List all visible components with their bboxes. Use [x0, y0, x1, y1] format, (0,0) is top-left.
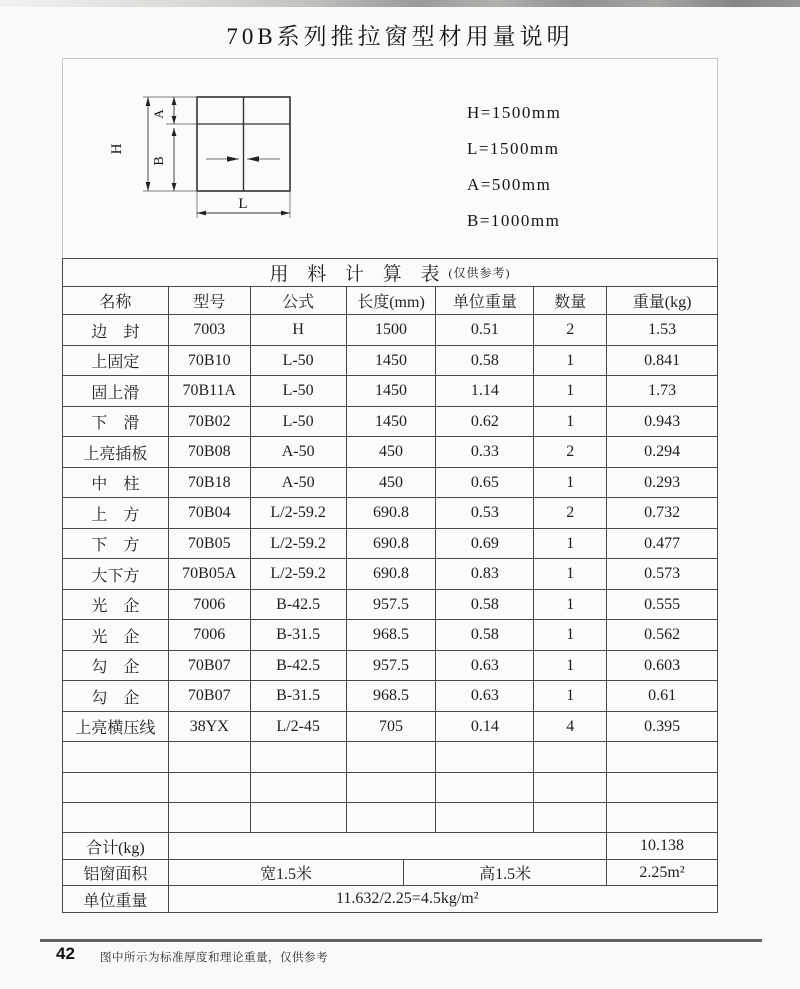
cell-quantity: 2: [533, 437, 606, 467]
cell-model: 70B07: [168, 651, 250, 681]
cell-weight: [606, 773, 717, 802]
cell-quantity: 1: [533, 376, 606, 406]
cell-unit-weight: [435, 803, 533, 832]
cell-model: 70B10: [168, 346, 250, 376]
cell-model: 7006: [168, 620, 250, 650]
cell-unit-weight: [435, 773, 533, 802]
table-title: [63, 259, 717, 286]
cell-model: 7003: [168, 315, 250, 345]
cell-name: 上固定: [91, 354, 140, 372]
cell-formula: A-50: [250, 437, 346, 467]
cell-model: 70B08: [168, 437, 250, 467]
table-row: [63, 558, 717, 589]
cell-formula: H: [250, 315, 346, 345]
cell-name: 下 滑: [91, 415, 140, 433]
cell-weight: 0.294: [606, 437, 717, 467]
cell-weight: 0.562: [606, 620, 717, 650]
cell-name: 勾 企: [91, 659, 140, 677]
cell-length: 957.5: [346, 651, 436, 681]
table-row: [63, 589, 717, 620]
dim-label-b: B: [152, 156, 167, 166]
cell-formula: L/2-59.2: [250, 498, 346, 528]
cell-quantity: 4: [533, 712, 606, 742]
cell-length: 1450: [346, 407, 436, 437]
scan-noise-band: [0, 0, 800, 7]
cell-length: 1500: [346, 315, 436, 345]
cell-formula: B-42.5: [250, 590, 346, 620]
cell-quantity: [533, 773, 606, 802]
unit-weight-value: 11.632/2.25=4.5kg/m²: [168, 886, 717, 912]
cell-weight: 0.573: [606, 559, 717, 589]
col-header-unit-weight: 单位重量: [435, 287, 533, 314]
area-value: 2.25m²: [606, 860, 717, 886]
table-row: [63, 497, 717, 528]
cell-unit-weight: 0.63: [435, 651, 533, 681]
cell-length: 690.8: [346, 559, 436, 589]
cell-name: 光 企: [91, 598, 140, 616]
cell-length: 705: [346, 712, 436, 742]
cell-name: 上 方: [91, 506, 140, 524]
dim-label-h: H: [109, 143, 125, 155]
cell-unit-weight: 0.69: [435, 529, 533, 559]
cell-unit-weight: 0.58: [435, 346, 533, 376]
table-row: [63, 619, 717, 650]
cell-formula: B-31.5: [250, 681, 346, 711]
cell-name: [63, 742, 168, 771]
cell-quantity: 1: [533, 681, 606, 711]
dim-line-b: [172, 128, 177, 191]
cell-model: 70B04: [168, 498, 250, 528]
cell-weight: [606, 803, 717, 832]
cell-name: 固上滑: [91, 384, 140, 402]
cell-name: 大下方: [91, 567, 140, 585]
unit-weight-row: [63, 885, 717, 912]
cell-weight: 0.477: [606, 529, 717, 559]
dimension-values: [467, 95, 561, 239]
drawing-sheet: [62, 58, 718, 913]
window-diagram-area: [63, 59, 717, 259]
cell-model: 70B02: [168, 407, 250, 437]
dim-label-a: A: [151, 109, 166, 119]
cell-weight: 0.555: [606, 590, 717, 620]
cell-model: 70B11A: [168, 376, 250, 406]
cell-model: [168, 803, 250, 832]
table-row: [63, 406, 717, 437]
table-row: [63, 650, 717, 681]
col-header-name: 名称: [99, 294, 132, 312]
cell-unit-weight: 0.62: [435, 407, 533, 437]
cell-model: 70B05: [168, 529, 250, 559]
slide-arrow-left-pane: [206, 156, 239, 162]
cell-quantity: 1: [533, 468, 606, 498]
cell-formula: L-50: [250, 346, 346, 376]
cell-quantity: 1: [533, 407, 606, 437]
empty-row: [63, 802, 717, 832]
cell-formula: [250, 742, 346, 771]
cell-unit-weight: 0.33: [435, 437, 533, 467]
cell-name: 边 封: [91, 323, 140, 341]
cell-unit-weight: [435, 742, 533, 771]
table-row: [63, 436, 717, 467]
table-row: [63, 711, 717, 742]
cell-weight: 0.603: [606, 651, 717, 681]
cell-weight: 1.53: [606, 315, 717, 345]
cell-length: 1450: [346, 346, 436, 376]
area-label: 铝窗面积: [83, 866, 148, 884]
cell-name: 中 柱: [91, 476, 140, 494]
footer-note: 图中所示为标准厚度和理论重量，仅供参考: [100, 952, 328, 964]
dim-b-value: B=1000mm: [467, 211, 561, 230]
table-row: [63, 345, 717, 376]
total-spacer: [168, 833, 606, 859]
cell-quantity: 1: [533, 651, 606, 681]
cell-formula: L/2-59.2: [250, 559, 346, 589]
cell-quantity: 1: [533, 529, 606, 559]
cell-unit-weight: 0.58: [435, 620, 533, 650]
dim-line-a: [172, 97, 177, 124]
cell-quantity: 2: [533, 315, 606, 345]
cell-formula: L/2-45: [250, 712, 346, 742]
cell-name: 下 方: [91, 537, 140, 555]
material-table: [62, 258, 718, 913]
col-header-quantity: 数量: [533, 287, 606, 314]
cell-weight: [606, 742, 717, 771]
cell-quantity: 1: [533, 346, 606, 376]
cell-formula: L-50: [250, 407, 346, 437]
table-body: [63, 314, 717, 832]
cell-quantity: 1: [533, 590, 606, 620]
cell-unit-weight: 0.14: [435, 712, 533, 742]
footer-rule: [40, 939, 762, 942]
cell-weight: 0.841: [606, 346, 717, 376]
cell-name: 勾 企: [91, 689, 140, 707]
cell-model: 38YX: [168, 712, 250, 742]
slide-arrow-right-pane: [247, 156, 280, 162]
dim-l-value: L=1500mm: [467, 139, 560, 158]
table-row: [63, 314, 717, 345]
cell-model: [168, 773, 250, 802]
cell-formula: B-42.5: [250, 651, 346, 681]
cell-name: [63, 773, 168, 802]
total-row: [63, 832, 717, 859]
page-number: 42: [56, 944, 75, 963]
cell-length: 968.5: [346, 620, 436, 650]
cell-quantity: 1: [533, 559, 606, 589]
table-row: [63, 528, 717, 559]
cell-model: 70B07: [168, 681, 250, 711]
cell-quantity: [533, 803, 606, 832]
cell-unit-weight: 0.83: [435, 559, 533, 589]
table-title-text: 用 料 计 算 表: [269, 264, 447, 285]
area-height: 高1.5米: [403, 860, 606, 886]
cell-formula: [250, 773, 346, 802]
cell-length: 690.8: [346, 498, 436, 528]
cell-name: 光 企: [91, 628, 140, 646]
cell-formula: B-31.5: [250, 620, 346, 650]
cell-length: 450: [346, 468, 436, 498]
table-title-note: (仅供参考): [448, 266, 511, 280]
col-header-formula: 公式: [250, 287, 346, 314]
col-header-length: 长度(mm): [346, 287, 436, 314]
table-row: [63, 375, 717, 406]
dim-h-value: H=1500mm: [467, 103, 562, 122]
cell-formula: L/2-59.2: [250, 529, 346, 559]
dim-a-value: A=500mm: [467, 175, 552, 194]
cell-unit-weight: 0.65: [435, 468, 533, 498]
area-width: 宽1.5米: [168, 860, 403, 886]
dim-line-h: [146, 97, 151, 191]
table-row: [63, 680, 717, 711]
empty-row: [63, 741, 717, 771]
page-title: 70B系列推拉窗型材用量说明: [226, 24, 574, 49]
cell-weight: 0.943: [606, 407, 717, 437]
window-diagram: [101, 87, 351, 259]
cell-unit-weight: 0.58: [435, 590, 533, 620]
cell-unit-weight: 0.51: [435, 315, 533, 345]
cell-quantity: 1: [533, 620, 606, 650]
cell-name: 上亮插板: [83, 445, 148, 463]
cell-weight: 0.293: [606, 468, 717, 498]
cell-unit-weight: 1.14: [435, 376, 533, 406]
cell-quantity: 2: [533, 498, 606, 528]
cell-formula: [250, 803, 346, 832]
col-header-weight: 重量(kg): [606, 287, 717, 314]
cell-length: 968.5: [346, 681, 436, 711]
cell-model: 70B05A: [168, 559, 250, 589]
col-header-model: 型号: [168, 287, 250, 314]
cell-length: [346, 773, 436, 802]
cell-weight: 0.61: [606, 681, 717, 711]
cell-name: 上亮横压线: [75, 720, 156, 738]
empty-row: [63, 772, 717, 802]
cell-model: 70B18: [168, 468, 250, 498]
total-value: 10.138: [606, 833, 717, 859]
cell-length: 690.8: [346, 529, 436, 559]
cell-model: [168, 742, 250, 771]
cell-weight: 1.73: [606, 376, 717, 406]
cell-formula: A-50: [250, 468, 346, 498]
total-label: 合计(kg): [86, 839, 145, 857]
area-row: [63, 859, 717, 886]
cell-length: 450: [346, 437, 436, 467]
cell-name: [63, 803, 168, 832]
unit-weight-label: 单位重量: [83, 892, 148, 910]
cell-weight: 0.732: [606, 498, 717, 528]
cell-length: 957.5: [346, 590, 436, 620]
cell-formula: L-50: [250, 376, 346, 406]
table-row: [63, 467, 717, 498]
cell-weight: 0.395: [606, 712, 717, 742]
cell-model: 7006: [168, 590, 250, 620]
cell-unit-weight: 0.53: [435, 498, 533, 528]
cell-length: 1450: [346, 376, 436, 406]
cell-length: [346, 803, 436, 832]
cell-unit-weight: 0.63: [435, 681, 533, 711]
table-header-row: [63, 286, 717, 314]
dim-label-l: L: [238, 196, 248, 212]
cell-length: [346, 742, 436, 771]
cell-quantity: [533, 742, 606, 771]
